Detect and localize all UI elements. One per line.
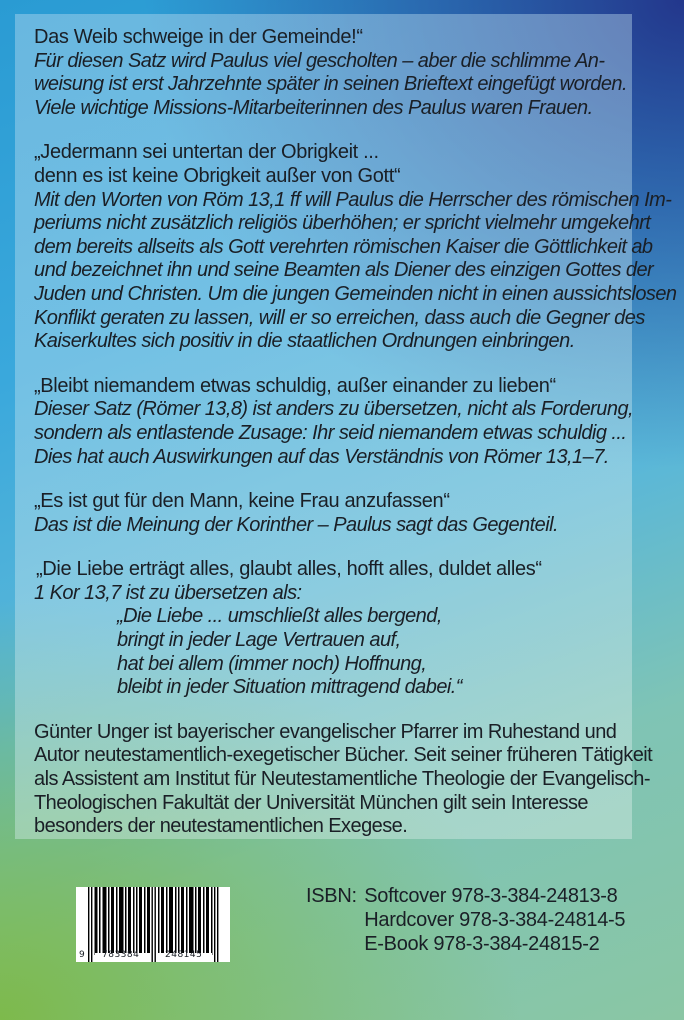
comment-line: Dieser Satz (Römer 13,8) ist anders zu übersetzen, nicht als Forderung, <box>34 398 634 421</box>
comment-line: Für diesen Satz wird Paulus viel gescholten – aber die schlimme An- <box>34 49 605 72</box>
bio-line: Günter Unger ist bayerischer evangelischer Pfarrer im Ruhestand und <box>34 720 617 743</box>
text-block-obrigkeit <box>34 141 677 353</box>
isbn-format: Hardcover <box>364 909 454 931</box>
comment-line: Kaiserkultes sich positiv in die staatlichen Ordnungen einbringen. <box>34 330 575 353</box>
bio-line: als Assistent am Institut für Neutestamentliche Theologie der Evangelisch- <box>34 768 650 791</box>
comment-line: sondern als entlastende Zusage: Ihr seid niemandem etwas schuldig ... <box>34 421 627 444</box>
text-block-schuldig <box>34 374 634 469</box>
text-block-mann <box>34 490 618 537</box>
comment-line: periums nicht zusätzlich religiös überhöhen; er spricht vielmehr umgekehrt <box>34 212 651 235</box>
text-panel <box>15 14 677 839</box>
quote-line: denn es ist keine Obrigkeit außer von Gott“ <box>34 164 401 187</box>
quote-line: „Bleibt niemandem etwas schuldig, außer einander zu lieben“ <box>34 374 556 397</box>
quote-line: Das Weib schweige in der Gemeinde!“ <box>34 26 363 48</box>
author-bio <box>34 720 653 839</box>
isbn-number: 978-3-384-24815-2 <box>433 933 600 955</box>
quote-line: „Es ist gut für den Mann, keine Frau anzufassen“ <box>34 490 450 513</box>
text-block-liebe <box>34 558 618 700</box>
isbn-row-softcover <box>306 884 625 908</box>
comment-line: Konflikt geraten zu lassen, will er so erreichen, dass auch die Gegner des <box>34 306 645 329</box>
isbn-label: ISBN: <box>306 885 357 907</box>
barcode-digit-lead: 9 <box>79 950 85 960</box>
isbn-number: 978-3-384-24813-8 <box>451 885 618 907</box>
comment-line: Viele wichtige Missions-Mitarbeiterinnen des Paulus waren Frauen. <box>34 96 593 119</box>
comment-line: Juden und Christen. Um die jungen Gemeinden nicht in einen aussichtslosen <box>34 282 677 305</box>
barcode-digits-right: 248145 <box>165 950 203 960</box>
bio-line: Theologischen Fakultät der Universität München gilt sein Interesse <box>34 791 589 814</box>
comment-line: Mit den Worten von Röm 13,1 ff will Paulus die Herrscher des römischen Im- <box>34 188 672 211</box>
bio-line: besonders der neutestamentlichen Exegese. <box>34 815 408 838</box>
comment-line: dem bereits allseits als Gott verehrten römischen Kaiser die Göttlichkeit ab <box>34 235 653 258</box>
isbn-number: 978-3-384-24814-5 <box>459 909 626 931</box>
bio-line: Autor neutestamentlich-exegetischer Bücher. Seit seiner früheren Tätigkeit <box>34 744 653 767</box>
quote-line: „Jedermann sei untertan der Obrigkeit ... <box>34 141 379 164</box>
isbn-row-ebook <box>306 932 625 956</box>
comment-line: Dies hat auch Auswirkungen auf das Verständnis von Römer 13,1–7. <box>34 445 609 468</box>
comment-line: Das ist die Meinung der Korinther – Paulus sagt das Gegenteil. <box>34 513 558 536</box>
comment-line: und bezeichnet ihn und seine Beamten als Diener des einzigen Gottes der <box>34 259 654 282</box>
isbn-format: Softcover <box>364 885 447 907</box>
barcode-icon <box>76 887 230 962</box>
indented-line: bringt in jeder Lage Vertrauen auf, <box>117 629 401 652</box>
barcode-digits-left: 783384 <box>102 950 140 960</box>
quote-line: „Die Liebe erträgt alles, glaubt alles, hofft alles, duldet alles“ <box>36 558 542 581</box>
comment-line: 1 Kor 13,7 ist zu übersetzen als: <box>34 581 302 604</box>
indented-line: bleibt in jeder Situation mittragend dabei.“ <box>117 676 462 699</box>
isbn-format: E-Book <box>364 933 429 955</box>
indented-line: hat bei allem (immer noch) Hoffnung, <box>117 652 427 675</box>
text-block-weib <box>34 26 627 120</box>
indented-line: „Die Liebe ... umschließt alles bergend, <box>117 605 442 628</box>
comment-line: weisung ist erst Jahrzehnte später in seinen Brieftext eingefügt worden. <box>34 73 627 96</box>
isbn-info <box>306 884 625 956</box>
isbn-row-hardcover <box>306 908 625 932</box>
